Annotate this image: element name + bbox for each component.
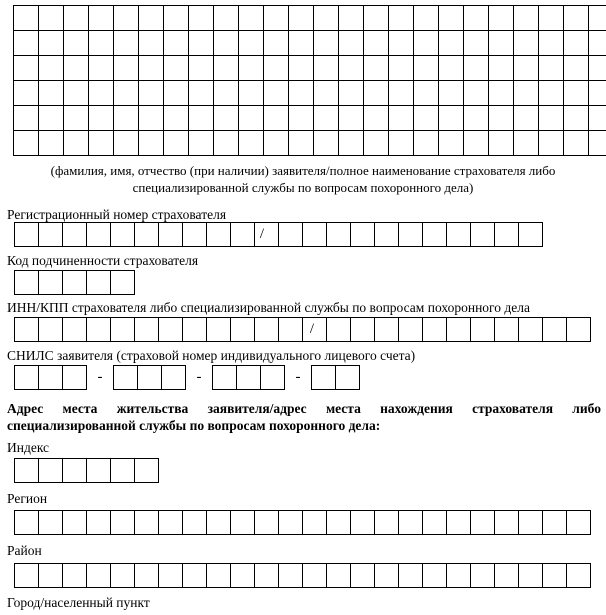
inn-kpp-cell[interactable] <box>38 317 63 342</box>
name-grid-cell[interactable] <box>163 80 189 106</box>
name-grid-cell[interactable] <box>13 30 39 56</box>
name-grid-cell[interactable] <box>488 5 514 31</box>
name-grid-cell[interactable] <box>138 105 164 131</box>
name-grid-cell[interactable] <box>113 5 139 31</box>
inn-kpp-cell[interactable] <box>542 317 567 342</box>
name-grid-cell[interactable] <box>313 5 339 31</box>
snils-cell[interactable] <box>62 365 87 390</box>
name-grid-cell[interactable] <box>213 105 239 131</box>
name-grid-cell[interactable] <box>38 5 64 31</box>
name-grid-cell[interactable] <box>538 105 564 131</box>
name-grid-cell[interactable] <box>538 80 564 106</box>
name-grid-cell[interactable] <box>388 105 414 131</box>
reg-number-cell[interactable] <box>14 222 39 247</box>
reg-number-cell[interactable] <box>518 222 543 247</box>
name-grid-cell[interactable] <box>438 30 464 56</box>
name-grid-cell[interactable] <box>513 80 539 106</box>
reg-number-cell[interactable] <box>62 222 87 247</box>
inn-kpp-cell[interactable] <box>254 317 279 342</box>
name-grid-cell[interactable] <box>538 5 564 31</box>
name-grid-cell[interactable] <box>63 30 89 56</box>
name-grid-cell[interactable] <box>388 5 414 31</box>
name-grid-cell[interactable] <box>138 130 164 156</box>
name-grid-cell[interactable] <box>138 80 164 106</box>
name-grid-cell[interactable] <box>463 130 489 156</box>
name-grid-cell[interactable] <box>413 55 439 81</box>
name-grid-cell[interactable] <box>413 130 439 156</box>
inn-kpp-cell[interactable] <box>470 317 495 342</box>
name-grid-cell[interactable] <box>588 30 606 56</box>
address-heading-line-2: специализированной службы по вопросам похоронного дела: <box>7 418 381 433</box>
name-grid-cell[interactable] <box>413 105 439 131</box>
name-grid-cell[interactable] <box>213 30 239 56</box>
region-field[interactable] <box>14 510 591 535</box>
name-grid-cell[interactable] <box>588 55 606 81</box>
name-grid-cell[interactable] <box>163 130 189 156</box>
name-grid-cell[interactable] <box>463 80 489 106</box>
name-grid-cell[interactable] <box>188 130 214 156</box>
name-grid-cell[interactable] <box>288 80 314 106</box>
reg-number-cell[interactable] <box>182 222 207 247</box>
index-cell[interactable] <box>86 458 111 483</box>
district-cell[interactable] <box>326 563 351 588</box>
name-grid-cell[interactable] <box>438 80 464 106</box>
snils-dash: - <box>196 369 202 385</box>
name-grid-cell[interactable] <box>338 30 364 56</box>
name-grid-cell[interactable] <box>463 30 489 56</box>
region-cell[interactable] <box>230 510 255 535</box>
snils-cell[interactable] <box>161 365 186 390</box>
snils-cell[interactable] <box>311 365 336 390</box>
name-grid-cell[interactable] <box>563 55 589 81</box>
name-grid-cell[interactable] <box>288 105 314 131</box>
name-grid-cell[interactable] <box>488 55 514 81</box>
name-grid-cell[interactable] <box>213 55 239 81</box>
name-grid-cell[interactable] <box>138 5 164 31</box>
district-cell[interactable] <box>518 563 543 588</box>
inn-kpp-cell[interactable] <box>14 317 39 342</box>
subordination-code-cell[interactable] <box>38 270 63 295</box>
name-grid-cell[interactable] <box>363 130 389 156</box>
name-grid-cell[interactable] <box>538 130 564 156</box>
region-cell[interactable] <box>518 510 543 535</box>
region-cell[interactable] <box>206 510 231 535</box>
name-grid-cell[interactable] <box>263 80 289 106</box>
region-cell[interactable] <box>326 510 351 535</box>
name-grid-cell[interactable] <box>313 30 339 56</box>
region-cell[interactable] <box>422 510 447 535</box>
name-grid-cell[interactable] <box>488 130 514 156</box>
name-grid-cell[interactable] <box>63 5 89 31</box>
name-grid-cell[interactable] <box>463 5 489 31</box>
name-grid-cell[interactable] <box>188 5 214 31</box>
name-grid-cell[interactable] <box>288 130 314 156</box>
district-cell[interactable] <box>374 563 399 588</box>
inn-kpp-cell[interactable] <box>350 317 375 342</box>
name-grid-cell[interactable] <box>388 80 414 106</box>
name-grid-cell[interactable] <box>338 130 364 156</box>
name-grid-cell[interactable] <box>188 55 214 81</box>
name-grid-cell[interactable] <box>213 5 239 31</box>
name-grid-cell[interactable] <box>163 55 189 81</box>
reg-number-cell[interactable] <box>278 222 303 247</box>
district-cell[interactable] <box>182 563 207 588</box>
name-grid-cell[interactable] <box>513 30 539 56</box>
subordination-code-cell[interactable] <box>86 270 111 295</box>
inn-kpp-cell[interactable] <box>446 317 471 342</box>
region-cell[interactable] <box>158 510 183 535</box>
name-grid-cell[interactable] <box>263 55 289 81</box>
name-grid-cell[interactable] <box>413 30 439 56</box>
name-grid-cell[interactable] <box>263 5 289 31</box>
name-grid-cell[interactable] <box>63 55 89 81</box>
name-grid-cell[interactable] <box>313 105 339 131</box>
name-grid-cell[interactable] <box>213 80 239 106</box>
district-cell[interactable] <box>542 563 567 588</box>
reg-number-cell[interactable] <box>326 222 351 247</box>
snils-cell[interactable] <box>335 365 360 390</box>
name-grid-cell[interactable] <box>113 55 139 81</box>
name-grid-cell[interactable] <box>438 105 464 131</box>
name-grid-cell[interactable] <box>163 105 189 131</box>
name-grid-cell[interactable] <box>363 30 389 56</box>
name-grid-cell[interactable] <box>13 80 39 106</box>
name-grid-cell[interactable] <box>388 30 414 56</box>
inn-kpp-cell[interactable] <box>494 317 519 342</box>
name-grid-cell[interactable] <box>588 80 606 106</box>
name-grid-cell[interactable] <box>38 30 64 56</box>
inn-kpp-cell[interactable] <box>422 317 447 342</box>
region-cell[interactable] <box>134 510 159 535</box>
reg-number-cell[interactable] <box>374 222 399 247</box>
region-cell[interactable] <box>398 510 423 535</box>
district-cell[interactable] <box>566 563 591 588</box>
name-grid-cell[interactable] <box>513 5 539 31</box>
name-grid-cell[interactable] <box>263 130 289 156</box>
region-cell[interactable] <box>14 510 39 535</box>
name-grid-cell[interactable] <box>113 130 139 156</box>
name-grid-cell[interactable] <box>563 5 589 31</box>
district-cell[interactable] <box>422 563 447 588</box>
index-field[interactable] <box>14 458 159 483</box>
city-label: Город/населенный пункт <box>7 595 150 610</box>
region-cell[interactable] <box>86 510 111 535</box>
name-grid-cell[interactable] <box>588 130 606 156</box>
inn-kpp-field[interactable] <box>14 317 591 342</box>
region-cell[interactable] <box>350 510 375 535</box>
name-grid-cell[interactable] <box>238 80 264 106</box>
subordination-code-label: Код подчиненности страхователя <box>7 253 199 268</box>
snils-cell[interactable] <box>260 365 285 390</box>
name-grid-cell[interactable] <box>388 55 414 81</box>
reg-number-label: Регистрационный номер страхователя <box>7 207 227 222</box>
inn-kpp-cell[interactable] <box>278 317 303 342</box>
name-grid-cell[interactable] <box>38 105 64 131</box>
name-grid-cell[interactable] <box>538 55 564 81</box>
name-grid-cell[interactable] <box>138 30 164 56</box>
name-grid-cell[interactable] <box>363 5 389 31</box>
name-grid-cell[interactable] <box>238 55 264 81</box>
region-cell[interactable] <box>494 510 519 535</box>
inn-kpp-cell[interactable] <box>566 317 591 342</box>
inn-kpp-cell[interactable] <box>398 317 423 342</box>
name-grid-cell[interactable] <box>513 105 539 131</box>
name-grid-cell[interactable] <box>438 5 464 31</box>
index-label: Индекс <box>7 440 50 455</box>
name-grid-cell[interactable] <box>388 130 414 156</box>
name-grid-cell[interactable] <box>238 30 264 56</box>
name-grid-cell[interactable] <box>463 55 489 81</box>
snils-cell[interactable] <box>137 365 162 390</box>
district-field[interactable] <box>14 563 591 588</box>
name-grid-cell[interactable] <box>63 105 89 131</box>
region-cell[interactable] <box>566 510 591 535</box>
name-grid-cell[interactable] <box>488 105 514 131</box>
reg-number-cell[interactable] <box>230 222 255 247</box>
district-cell[interactable] <box>206 563 231 588</box>
name-grid-cell[interactable] <box>338 80 364 106</box>
snils-label: СНИЛС заявителя (страховой номер индивидуального лицевого счета) <box>7 348 416 363</box>
name-grid-cell[interactable] <box>188 105 214 131</box>
address-heading-line-1: Адрес места жительства заявителя/адрес места нахождения страхователя либо <box>7 401 601 416</box>
name-grid-cell[interactable] <box>88 80 114 106</box>
region-cell[interactable] <box>110 510 135 535</box>
name-grid-cell[interactable] <box>238 130 264 156</box>
district-cell[interactable] <box>38 563 63 588</box>
region-cell[interactable] <box>470 510 495 535</box>
address-heading <box>7 400 601 434</box>
snils-cell[interactable] <box>113 365 138 390</box>
inn-kpp-cell[interactable] <box>110 317 135 342</box>
name-grid-cell[interactable] <box>513 55 539 81</box>
district-cell[interactable] <box>14 563 39 588</box>
reg-number-field[interactable] <box>14 222 543 247</box>
name-grid-cell[interactable] <box>438 55 464 81</box>
region-cell[interactable] <box>542 510 567 535</box>
caption-line-1: (фамилия, имя, отчество (при наличии) заявителя/полное наименование страхователя либо <box>50 163 556 178</box>
name-grid-cell[interactable] <box>563 30 589 56</box>
name-grid-cell[interactable] <box>438 130 464 156</box>
name-grid-cell[interactable] <box>163 5 189 31</box>
reg-number-cell[interactable] <box>398 222 423 247</box>
reg-number-cell[interactable] <box>422 222 447 247</box>
name-grid-cell[interactable] <box>413 80 439 106</box>
name-grid-cell[interactable] <box>338 5 364 31</box>
district-label: Район <box>7 543 42 558</box>
district-cell[interactable] <box>158 563 183 588</box>
region-cell[interactable] <box>278 510 303 535</box>
name-grid-cell[interactable] <box>563 105 589 131</box>
index-cell[interactable] <box>14 458 39 483</box>
district-cell[interactable] <box>134 563 159 588</box>
name-grid-cell[interactable] <box>288 55 314 81</box>
inn-kpp-cell[interactable] <box>86 317 111 342</box>
inn-kpp-cell[interactable] <box>374 317 399 342</box>
name-grid-cell[interactable] <box>188 80 214 106</box>
reg-number-cell[interactable] <box>494 222 519 247</box>
name-grid-cell[interactable] <box>63 130 89 156</box>
name-grid-cell[interactable] <box>338 105 364 131</box>
name-grid-cell[interactable] <box>88 5 114 31</box>
name-grid-cell[interactable] <box>63 80 89 106</box>
reg-number-cell[interactable] <box>302 222 327 247</box>
name-grid-cell[interactable] <box>238 5 264 31</box>
district-cell[interactable] <box>86 563 111 588</box>
name-grid-cell[interactable] <box>488 30 514 56</box>
district-cell[interactable] <box>110 563 135 588</box>
name-grid-cell[interactable] <box>88 105 114 131</box>
inn-kpp-cell[interactable] <box>206 317 231 342</box>
snils-cell[interactable] <box>38 365 63 390</box>
reg-number-cell[interactable] <box>86 222 111 247</box>
name-grid-cell[interactable] <box>563 130 589 156</box>
name-grid-cell[interactable] <box>113 105 139 131</box>
name-grid-cell[interactable] <box>113 80 139 106</box>
index-cell[interactable] <box>38 458 63 483</box>
name-grid-cell[interactable] <box>88 55 114 81</box>
name-grid-cell[interactable] <box>163 30 189 56</box>
subordination-code-cell[interactable] <box>110 270 135 295</box>
district-cell[interactable] <box>398 563 423 588</box>
name-grid-cell[interactable] <box>288 30 314 56</box>
inn-kpp-label: ИНН/КПП страхователя либо специализированной службы по вопросам похоронного дела <box>7 300 530 315</box>
district-cell[interactable] <box>302 563 327 588</box>
inn-kpp-cell[interactable] <box>158 317 183 342</box>
name-grid-cell[interactable] <box>88 130 114 156</box>
applicant-name-grid[interactable] <box>14 6 606 156</box>
subordination-code-field[interactable] <box>14 270 135 295</box>
district-cell[interactable] <box>254 563 279 588</box>
index-cell[interactable] <box>134 458 159 483</box>
applicant-name-caption <box>0 162 606 196</box>
district-cell[interactable] <box>62 563 87 588</box>
district-cell[interactable] <box>494 563 519 588</box>
region-cell[interactable] <box>254 510 279 535</box>
name-grid-cell[interactable] <box>263 105 289 131</box>
inn-kpp-cell[interactable] <box>134 317 159 342</box>
region-label: Регион <box>7 491 48 506</box>
inn-kpp-cell[interactable] <box>182 317 207 342</box>
reg-number-cell[interactable] <box>134 222 159 247</box>
district-cell[interactable] <box>278 563 303 588</box>
name-grid-cell[interactable] <box>188 30 214 56</box>
reg-number-cell[interactable] <box>350 222 375 247</box>
region-cell[interactable] <box>374 510 399 535</box>
inn-kpp-cell[interactable] <box>518 317 543 342</box>
region-cell[interactable] <box>62 510 87 535</box>
snils-cell[interactable] <box>14 365 39 390</box>
name-grid-cell[interactable] <box>513 130 539 156</box>
snils-cell[interactable] <box>212 365 237 390</box>
snils-field[interactable] <box>14 365 360 390</box>
name-grid-cell[interactable] <box>563 80 589 106</box>
name-grid-cell[interactable] <box>288 5 314 31</box>
name-grid-cell[interactable] <box>263 30 289 56</box>
inn-kpp-separator: / <box>309 321 315 337</box>
caption-line-2: специализированной службы по вопросам похоронного дела) <box>132 180 474 195</box>
name-grid-cell[interactable] <box>488 80 514 106</box>
region-cell[interactable] <box>446 510 471 535</box>
name-grid-cell[interactable] <box>38 80 64 106</box>
region-cell[interactable] <box>302 510 327 535</box>
district-cell[interactable] <box>350 563 375 588</box>
region-cell[interactable] <box>182 510 207 535</box>
index-cell[interactable] <box>62 458 87 483</box>
name-grid-cell[interactable] <box>13 5 39 31</box>
name-grid-cell[interactable] <box>313 80 339 106</box>
name-grid-cell[interactable] <box>38 130 64 156</box>
name-grid-cell[interactable] <box>363 80 389 106</box>
reg-number-cell[interactable] <box>158 222 183 247</box>
inn-kpp-cell[interactable] <box>62 317 87 342</box>
reg-number-cell[interactable] <box>446 222 471 247</box>
name-grid-cell[interactable] <box>238 105 264 131</box>
name-grid-cell[interactable] <box>13 130 39 156</box>
snils-cell[interactable] <box>236 365 261 390</box>
district-cell[interactable] <box>446 563 471 588</box>
inn-kpp-cell[interactable] <box>230 317 255 342</box>
snils-dash: - <box>295 369 301 385</box>
name-grid-cell[interactable] <box>13 55 39 81</box>
name-grid-cell[interactable] <box>138 55 164 81</box>
district-cell[interactable] <box>230 563 255 588</box>
subordination-code-cell[interactable] <box>14 270 39 295</box>
name-grid-cell[interactable] <box>338 55 364 81</box>
reg-number-cell[interactable] <box>110 222 135 247</box>
reg-number-cell[interactable] <box>470 222 495 247</box>
name-grid-cell[interactable] <box>363 55 389 81</box>
name-grid-cell[interactable] <box>38 55 64 81</box>
name-grid-cell[interactable] <box>538 30 564 56</box>
name-grid-cell[interactable] <box>113 30 139 56</box>
index-cell[interactable] <box>110 458 135 483</box>
snils-dash: - <box>97 369 103 385</box>
name-grid-cell[interactable] <box>313 55 339 81</box>
name-grid-cell[interactable] <box>213 130 239 156</box>
inn-kpp-cell[interactable] <box>326 317 351 342</box>
name-grid-cell[interactable] <box>363 105 389 131</box>
name-grid-cell[interactable] <box>463 105 489 131</box>
subordination-code-cell[interactable] <box>62 270 87 295</box>
name-grid-cell[interactable] <box>588 5 606 31</box>
reg-number-cell[interactable] <box>38 222 63 247</box>
district-cell[interactable] <box>470 563 495 588</box>
name-grid-cell[interactable] <box>413 5 439 31</box>
name-grid-cell[interactable] <box>88 30 114 56</box>
name-grid-cell[interactable] <box>313 130 339 156</box>
name-grid-cell[interactable] <box>588 105 606 131</box>
name-grid-cell[interactable] <box>13 105 39 131</box>
reg-number-separator: / <box>259 226 265 242</box>
region-cell[interactable] <box>38 510 63 535</box>
reg-number-cell[interactable] <box>206 222 231 247</box>
